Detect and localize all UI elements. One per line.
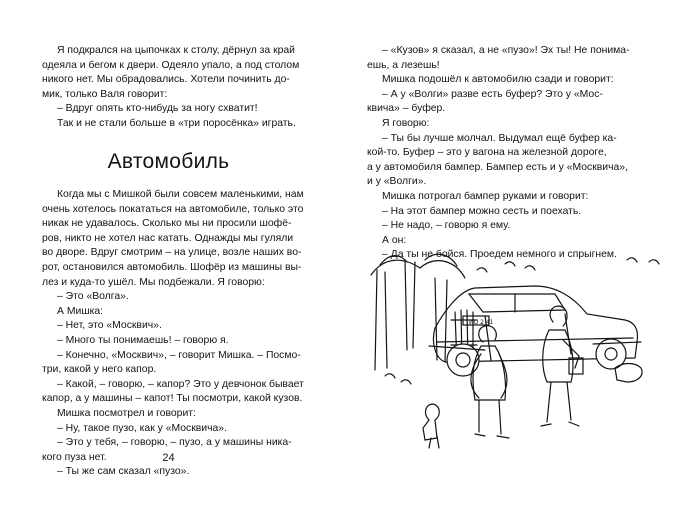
text-line: – Нет, это «Москвич». [57,320,162,332]
text-line: мик, только Валя говорит: [42,88,168,100]
text-line: – Ну, такое пузо, как у «Москвича». [57,422,227,434]
text-line: Так и не стали больше в «три поросёнка» играть. [57,117,296,129]
text-line: ешь, а лезешь! [367,59,440,71]
text-line: кой-то. Буфер – это у вагона на железной дороге, [367,147,607,159]
top-block-text [42,44,304,132]
text-line: три, какой у него капор. [42,364,157,376]
text-line: – На этот бампер можно сесть и поехать. [382,205,582,217]
text-line: квича» – буфер. [367,103,446,115]
right-page [337,0,674,506]
story-text [42,188,304,480]
text-line: А он: [382,234,407,246]
text-line: Я говорю: [382,117,430,129]
text-line: никак не удавалось. Сколько мы ни просили шофё- [42,218,292,230]
chapter-heading: Автомобиль [107,150,230,173]
text-line: лез и куда-то ушёл. Мы подбежали. Я говорю: [42,276,265,288]
page-number: 24 [162,452,175,464]
text-line: Мишка посмотрел и говорит: [57,407,196,419]
text-line: – Много ты понимаешь! – говорю я. [57,334,229,346]
text-line: и у «Волги». [367,176,427,188]
text-line: – Ты бы лучше молчал. Выдумал ещё буфер ка- [382,132,617,144]
text-line: Я подкрался на цыпочках к столу, дёрнул за край [57,45,295,56]
text-line: – «Кузов» я сказал, а не «пузо»! Эх ты! Не понима- [382,45,630,56]
text-line: – Ты же сам сказал «пузо». [57,466,190,478]
text-line: А Мишка: [57,305,104,317]
text-line: кого пуза нет. [42,451,107,463]
text-line: – Это «Волга». [57,291,129,303]
text-line: – Какой, – говорю, – капор? Это у девчонок бывает [57,378,304,390]
text-line: – Не надо, – говорю я ему. [382,220,511,232]
text-line: а у автомобиля бампер. Бампер есть и у «Москвича», [367,161,628,173]
right-page-text [367,44,637,263]
text-line: Мишка потрогал бампер руками и говорит: [382,190,589,202]
car-and-boys-illustration-icon [365,250,665,460]
text-line: одеяла и бегом к двери. Одеяло упало, а под столом [42,59,300,71]
text-line: – Это у тебя, – говорю, – пузо, а у машины ника- [57,437,292,449]
text-line: очень хотелось покататься на автомобиле, только это [42,203,304,215]
text-line: Мишка подошёл к автомобилю сзади и говорит: [382,74,614,86]
text-line: во дворе. Вдруг смотрим – на улице, возле наших во- [42,247,302,259]
text-line: – Конечно, «Москвич», – говорит Мишка. – Посмо- [57,349,301,361]
text-line: – Вдруг опять кто-нибудь за ногу схватит! [57,103,258,115]
text-line: – А у «Волги» разве есть буфер? Это у «Мос- [382,88,603,100]
text-line: никого нет. Мы обрадовались. Хотели починить до- [42,74,290,86]
text-line: – Да ты не бойся. Проедем немного и спрыгнем. [382,249,617,261]
text-line: Когда мы с Мишкой были совсем маленькими, нам [57,189,304,200]
text-line: капор, а у машины – капот! Ты посмотри, какой кузов. [42,393,303,405]
license-plate-text: ИО 2 41 [469,319,494,326]
text-line: ров, никто не хотел нас катать. Однажды мы гуляли [42,232,294,244]
text-line: рот, остановился автомобиль. Шофёр из машины вы- [42,261,302,273]
